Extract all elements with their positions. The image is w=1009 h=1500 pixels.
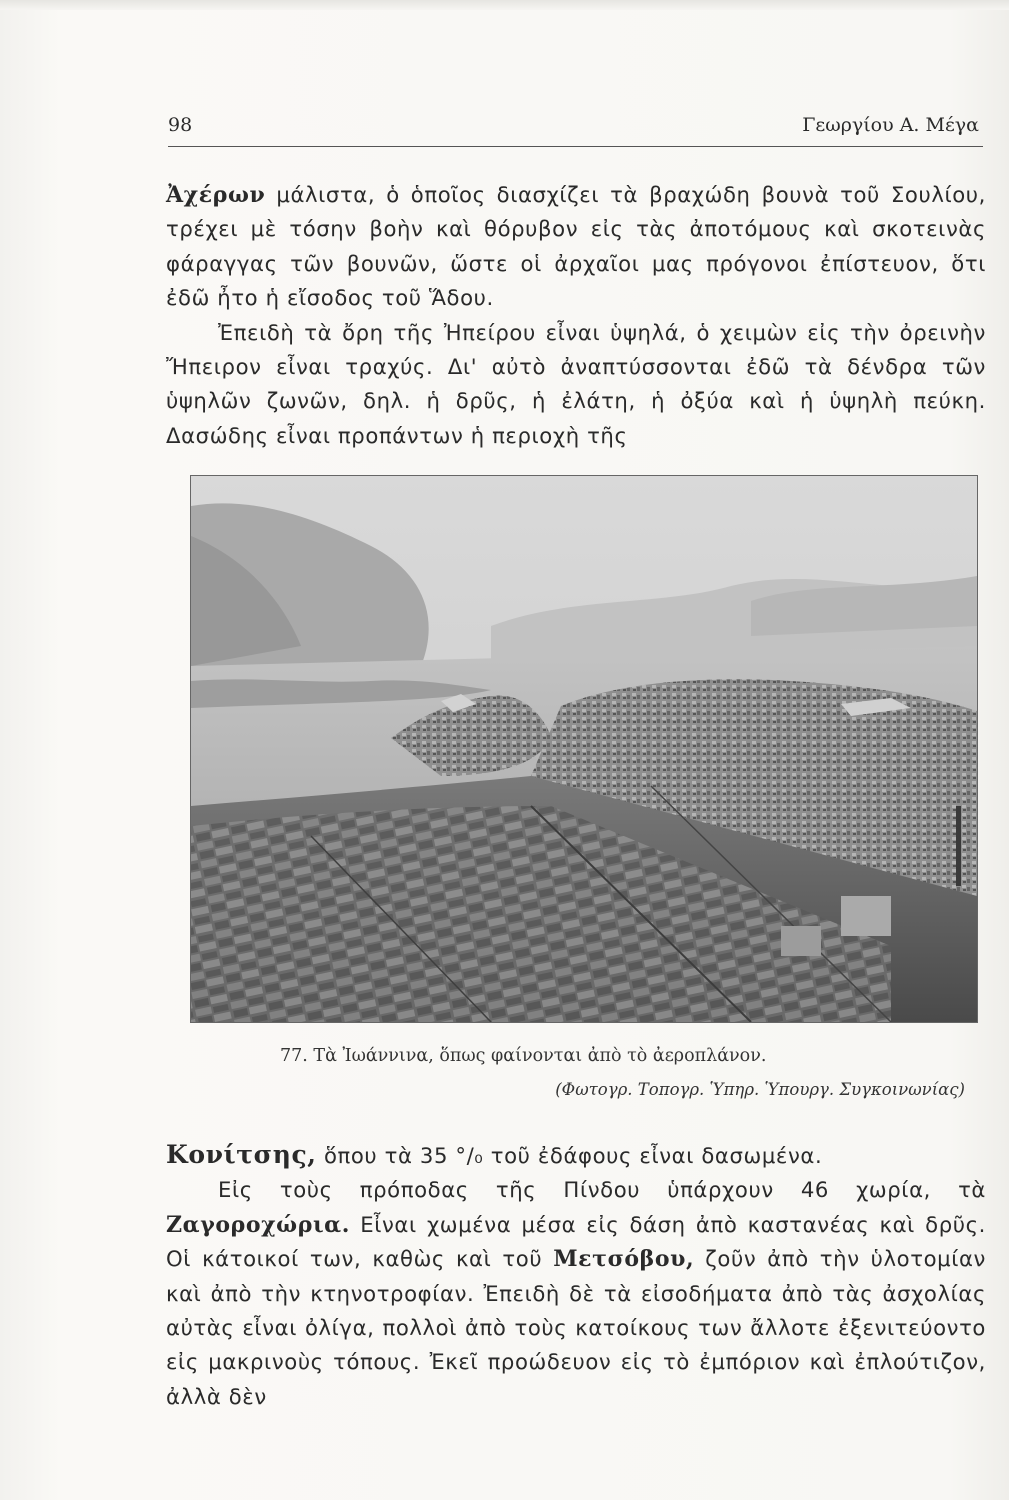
page-header — [168, 112, 983, 147]
term-konitsa: Κονίτσης, — [166, 1140, 317, 1169]
term-zagorochoria: Ζαγοροχώρια. — [166, 1211, 350, 1238]
running-head: Γεωργίου Α. Μέγα — [802, 114, 979, 136]
paragraph — [166, 178, 986, 316]
page-number: 98 — [168, 114, 193, 136]
paragraph-text: Εἶναι χωμένα μέσα εἰς δάση ἀπὸ καστανέας καὶ δρῦς. Οἱ κάτοικοί των, καθὼς καὶ τοῦ — [166, 1211, 986, 1272]
page-top-edge — [0, 0, 1009, 10]
paragraph — [166, 1173, 986, 1414]
paragraph-text: ὅπου τὰ 35 °/₀ τοῦ ἐδάφους εἶναι δασωμένα. — [316, 1143, 823, 1168]
photo-credit: (Φωτογρ. Τοπογρ. Ὑπηρ. Ὑπουργ. Συγκοινωνίας) — [555, 1080, 965, 1099]
term-acheron: Ἀχέρων — [166, 182, 266, 208]
aerial-photo-ioannina — [190, 475, 978, 1023]
text-block-bottom — [166, 1138, 986, 1414]
paragraph — [166, 1138, 986, 1173]
paragraph-text: μάλιστα, ὁ ὁποῖος διασχίζει τὰ βραχώδη βουνὰ τοῦ Σουλίου, τρέχει μὲ τόσην βοὴν καὶ θόρυβον εἰς τὰς ἀποτόμους καὶ σκοτεινὰς φάραγγας τῶν βουνῶν, ὥστε οἱ ἀρχαῖοι μας πρόγονοι ἐπίστευον, ὅτι ἐδῶ ἦτο ἡ εἴσοδος τοῦ Ἅδου. — [166, 182, 986, 311]
text-block-top — [166, 178, 986, 453]
paragraph-text: ζοῦν ἀπὸ τὴν ὑλοτομίαν καὶ ἀπὸ τὴν κτηνοτροφίαν. Ἐπειδὴ δὲ τὰ εἰσοδήματα ἀπὸ τὰς ἀσχολίας αὐτὰς εἶναι ὀλίγα, πολλοὶ ἀπὸ τοὺς κατοίκους των ἄλλοτε ἐξενιτεύοντο εἰς μακρινοὺς τόπους. Ἐκεῖ προώδευον εἰς τὸ ἐμπόριον καὶ ἐπλούτιζον, ἀλλὰ δὲν — [166, 1246, 986, 1409]
paragraph: Ἐπειδὴ τὰ ὄρη τῆς Ἠπείρου εἶναι ὑψηλά, ὁ χειμὼν εἰς τὴν ὀρεινὴν Ἤπειρον εἶναι τραχύς. Δι' αὐτὸ ἀναπτύσσονται ἐδῶ τὰ δένδρα τῶν ὑψηλῶν ζωνῶν, δηλ. ἡ δρῦς, ἡ ἐλάτη, ἡ ὀξύα καὶ ἡ ὑψηλὴ πεύκη. Δασώδης εἶναι προπάντων ἡ περιοχὴ τῆς — [166, 319, 986, 448]
term-metsovo: Μετσόβου, — [553, 1246, 695, 1273]
paragraph-text: Εἰς τοὺς πρόποδας τῆς Πίνδου ὑπάρχουν 46 χωρία, τὰ — [218, 1177, 986, 1203]
figure-caption: 77. Τὰ Ἰωάννινα, ὅπως φαίνονται ἀπὸ τὸ ἀεροπλάνον. — [280, 1046, 767, 1066]
